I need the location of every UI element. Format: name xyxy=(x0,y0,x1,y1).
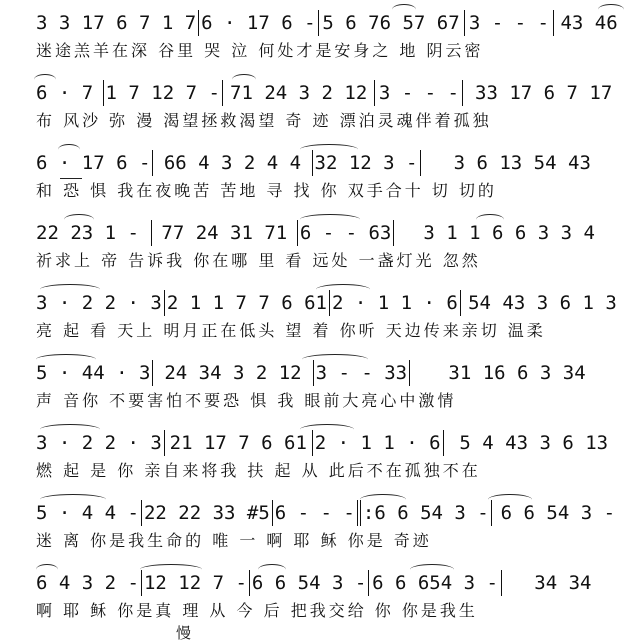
measure: 3 · 2 2 · 3 xyxy=(36,292,162,314)
notation-line xyxy=(24,498,624,526)
measure: 6 - - 63 xyxy=(297,220,394,246)
measure: 32 12 3 - xyxy=(312,150,420,176)
measure-repeat-start: :6 6 54 3 - xyxy=(357,500,491,526)
measure: 5 6 76 57 67 xyxy=(318,10,464,36)
trailing-lyric-char: 慢 xyxy=(176,624,194,642)
notation-line xyxy=(24,8,624,36)
measure: 2 1 1 7 7 6 61 xyxy=(164,290,329,316)
lyric-line: 啊 耶 稣 你是真 理 从 今 后 把我交给 你 你是我生 xyxy=(36,601,478,620)
staff-row xyxy=(0,494,640,558)
measure: 3 - - - xyxy=(374,80,462,106)
measure: 6 6 54 3 - xyxy=(249,570,368,596)
lyric-line: 祈求上 帝 告诉我 你在哪 里 看 远处 一盏灯光 忽然 xyxy=(36,251,481,270)
measure: 6 4 3 2 - xyxy=(36,572,139,594)
measure: 66 4 3 2 4 4 xyxy=(152,150,311,176)
lyric-line: 声 音你 不要害怕不要恐 惧 我 眼前大亮心中激情 xyxy=(36,391,457,410)
measure: 3 1 1 6 6 3 3 4 xyxy=(393,220,624,246)
notation-line xyxy=(24,428,624,456)
measure: 71 24 3 2 12 xyxy=(222,80,374,106)
measure: 6 · 17 6 - xyxy=(36,152,151,174)
measure: 21 17 7 6 61 xyxy=(164,430,312,456)
staff-row xyxy=(0,74,640,138)
measure: 43 46 xyxy=(553,10,624,36)
measure: 1 7 12 7 - xyxy=(103,80,222,106)
measure: 3 - - 33 xyxy=(313,360,410,386)
lyric-line: 布 风沙 弥 漫 渴望拯救渴望 奇 迹 漂泊灵魂伴着孤独 xyxy=(36,111,492,130)
measure: 6 - - - xyxy=(272,500,357,526)
measure: 24 34 3 2 12 xyxy=(152,360,312,386)
notation-line xyxy=(24,288,624,316)
notation-line xyxy=(24,358,624,386)
measure: 6 6 654 3 - xyxy=(368,570,500,596)
staff-row xyxy=(0,214,640,278)
measure: 77 24 31 71 xyxy=(151,220,297,246)
measure: 2 · 1 1 · 6 xyxy=(329,290,460,316)
measure: 3 3 17 6 7 1 7 xyxy=(36,12,197,34)
measure: 3 · 2 2 · 3 xyxy=(36,432,162,454)
measure: 3 - - - xyxy=(464,10,554,36)
measure: 5 · 44 · 3 xyxy=(36,362,151,384)
notation-line xyxy=(24,148,624,176)
staff-row xyxy=(0,284,640,348)
lyric-line: 迷途羔羊在深 谷里 哭 泣 何处才是安身之 地 阴云密 xyxy=(36,41,484,60)
staff-row xyxy=(0,4,640,68)
lyric-line: 燃 起 是 你 亲自来将我 扶 起 从 此后不在孤独不在 xyxy=(36,461,481,480)
lyric-line: 和 恐 惧 我在夜晚苦 苦地 寻 找 你 双手合十 切 切的 xyxy=(36,181,497,200)
measure: 5 4 43 3 6 13 xyxy=(443,430,624,456)
lyric-line: 迷 离 你是我生命的 唯 一 啊 耶 稣 你是 奇迹 xyxy=(36,531,432,550)
staff-row xyxy=(0,424,640,488)
notation-line xyxy=(24,218,624,246)
measure: 22 22 33 #5 xyxy=(141,500,272,526)
measure: 6 · 17 6 - xyxy=(198,10,317,36)
measure: 22 23 1 - xyxy=(36,222,139,244)
lyric-line: 亮 起 看 天上 明月正在低头 望 着 你听 天边传来亲切 温柔 xyxy=(36,321,546,340)
measure: 31 16 6 3 34 xyxy=(409,360,624,386)
measure: 6 6 54 3 - xyxy=(491,500,624,526)
measure: 54 43 3 6 1 3 xyxy=(460,290,624,316)
measure: 2 · 1 1 · 6 xyxy=(312,430,443,456)
measure: 33 17 6 7 17 xyxy=(462,80,624,106)
measure: 3 6 13 54 43 xyxy=(420,150,625,176)
staff-row xyxy=(0,144,640,208)
notation-line xyxy=(24,78,624,106)
measure: 12 12 7 - xyxy=(141,570,249,596)
staff-row xyxy=(0,564,640,642)
staff-row xyxy=(0,354,640,418)
measure: 6 · 7 xyxy=(36,82,94,104)
measure: 34 34 xyxy=(501,570,624,596)
measure: 5 · 4 4 - xyxy=(36,502,139,524)
notation-line xyxy=(24,568,624,596)
